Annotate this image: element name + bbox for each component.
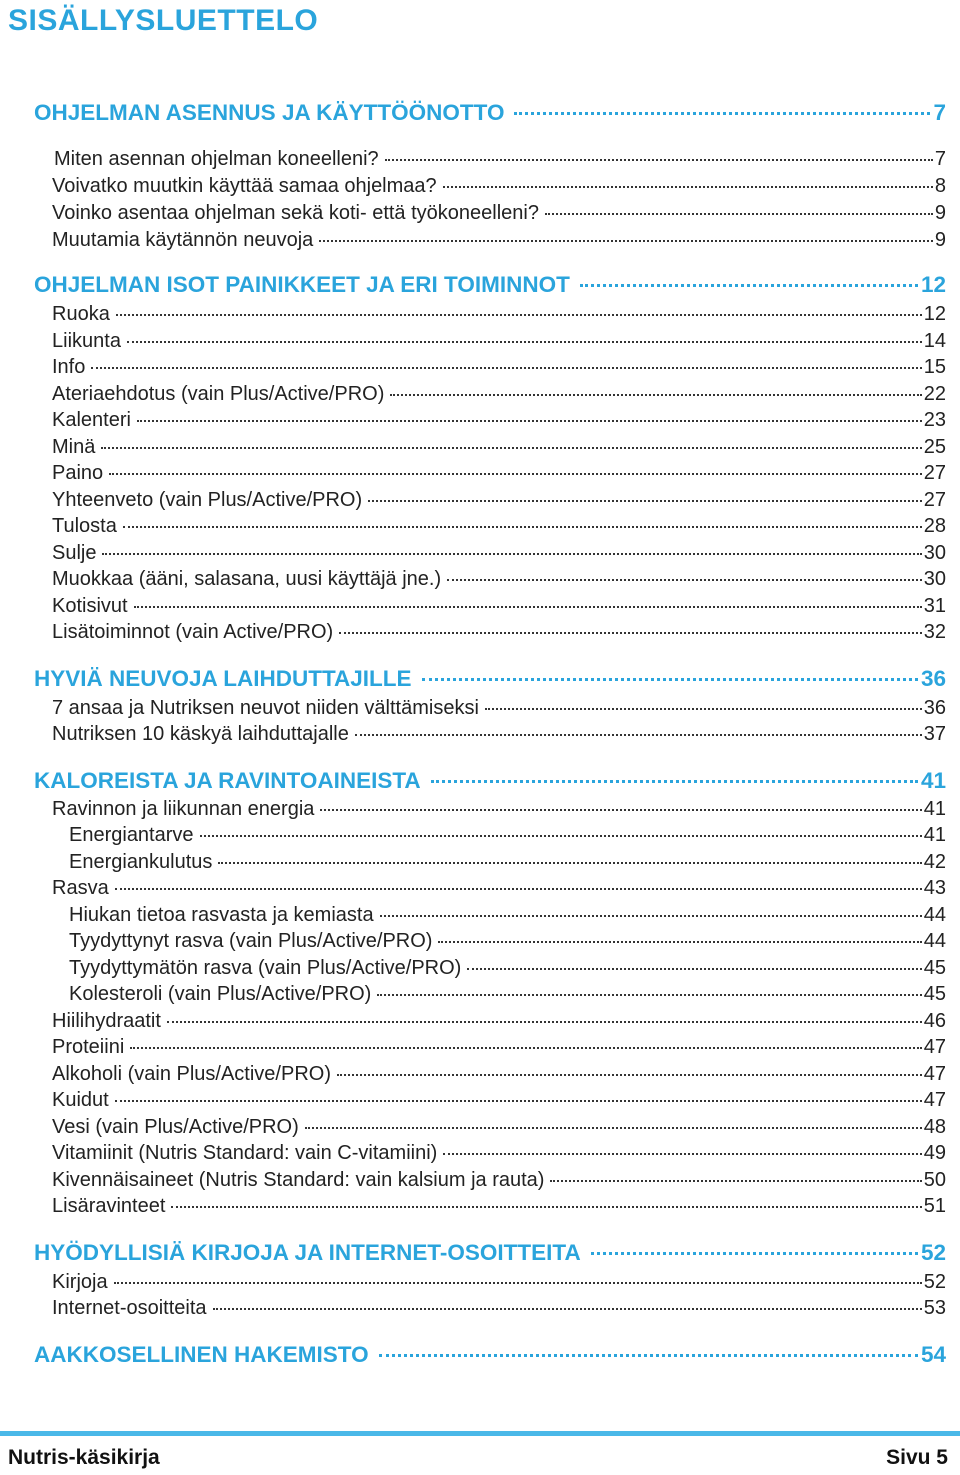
dot-leader [377,994,921,996]
entry-label: Kalenteri [52,409,131,431]
entry-label: Paino [52,462,104,484]
page-number: 47 [923,1036,946,1058]
toc-entry [69,930,946,953]
toc-entry [52,489,946,512]
dot-leader [116,314,922,316]
dot-leader [550,1180,921,1182]
entry-label: 7 ansaa ja Nutriksen neuvot niiden välttämiseksi [52,697,479,719]
toc-entry [69,851,946,874]
dot-leader [134,606,922,608]
entry-label: Internet-osoitteita [52,1297,207,1319]
entry-label: Vitamiinit (Nutris Standard: vain C-vitamiini) [52,1142,438,1164]
entry-label: Ravinnon ja liikunnan energia [52,798,315,820]
toc-entry [54,148,946,171]
page-number: 54 [920,1342,946,1367]
page-number: 12 [923,303,946,325]
page-number: 52 [923,1271,946,1293]
entry-label: Tyydyttynyt rasva (vain Plus/Active/PRO) [69,930,433,952]
page-number: 47 [923,1089,946,1111]
page-number: 46 [923,1010,946,1032]
toc-section-heading [34,666,946,692]
dot-leader [218,862,921,864]
dot-leader [102,553,921,555]
page-number: 22 [923,383,946,405]
footer-page-number: Sivu 5 [886,1446,948,1469]
page-number: 27 [923,462,946,484]
toc-entry [52,356,946,379]
toc-section-heading [34,272,946,298]
dot-leader [580,284,918,287]
toc-entry [52,1271,946,1294]
dot-leader [115,888,922,890]
entry-label: Proteiini [52,1036,125,1058]
footer-divider [0,1431,960,1436]
page-number: 41 [920,768,946,793]
page-number: 7 [933,100,946,125]
toc-section-heading [34,1342,946,1368]
dot-leader [467,968,921,970]
page-number: 53 [923,1297,946,1319]
page-number: 42 [923,851,946,873]
page-number: 47 [923,1063,946,1085]
dot-leader [443,1153,921,1155]
toc-entry [52,798,946,821]
entry-label: Hiilihydraatit [52,1010,161,1032]
page-number: 50 [923,1169,946,1191]
toc-entry [52,568,946,591]
entry-label: Lisäravinteet [52,1195,166,1217]
toc-entry [52,1142,946,1165]
page-number: 7 [934,148,946,170]
dot-leader [319,240,933,242]
page-number: 30 [923,542,946,564]
entry-label: Tyydyttymätön rasva (vain Plus/Active/PRO) [69,957,462,979]
dot-leader [431,780,918,783]
toc-entry [52,1297,946,1320]
toc-entry [52,515,946,538]
entry-label: Kuidut [52,1089,109,1111]
toc-entry [52,1010,946,1033]
toc-entry [69,957,946,980]
dot-leader [167,1021,922,1023]
page-number: 44 [923,904,946,926]
entry-label: Kirjoja [52,1271,108,1293]
dot-leader [339,632,922,634]
page-number: 41 [923,798,946,820]
page-number: 27 [923,489,946,511]
entry-label: Muokkaa (ääni, salasana, uusi käyttäjä jne.) [52,568,442,590]
toc-entry [52,1195,946,1218]
page-title: SISÄLLYSLUETTELO [8,4,319,37]
entry-label: Voinko asentaa ohjelman sekä koti- että työkoneelleni? [52,202,539,224]
entry-label: Yhteenveto (vain Plus/Active/PRO) [52,489,363,511]
entry-label: Rasva [52,877,109,899]
dot-leader [337,1074,922,1076]
toc-entry [52,1089,946,1112]
dot-leader [101,447,921,449]
dot-leader [545,213,933,215]
toc-entry [52,409,946,432]
entry-label: Vesi (vain Plus/Active/PRO) [52,1116,299,1138]
dot-leader [123,526,922,528]
dot-leader [137,420,922,422]
page-number: 28 [923,515,946,537]
toc-entry [52,877,946,900]
entry-label: Nutriksen 10 käskyä laihduttajalle [52,723,349,745]
dot-leader [485,708,922,710]
entry-label: Hiukan tietoa rasvasta ja kemiasta [69,904,374,926]
toc-entry [52,1169,946,1192]
toc-entry [52,383,946,406]
page-number: 8 [934,175,946,197]
section-title: AAKKOSELLINEN HAKEMISTO [34,1342,369,1367]
entry-label: Kotisivut [52,595,128,617]
dot-leader [114,1282,922,1284]
page-number: 41 [923,824,946,846]
toc-section-heading [34,1240,946,1266]
toc-entry [52,723,946,746]
page-number: 32 [923,621,946,643]
page-number: 36 [920,666,946,691]
section-title: OHJELMAN ASENNUS JA KÄYTTÖÖNOTTO [34,100,505,125]
dot-leader [200,835,922,837]
dot-leader [130,1047,921,1049]
dot-leader [385,159,933,161]
entry-label: Miten asennan ohjelman koneelleni? [54,148,379,170]
page-number: 25 [923,436,946,458]
page-number: 43 [923,877,946,899]
dot-leader [380,915,922,917]
page-number: 14 [923,330,946,352]
dot-leader [91,367,921,369]
section-title: KALOREISTA JA RAVINTOAINEISTA [34,768,421,793]
dot-leader [115,1100,922,1102]
section-title: HYÖDYLLISIÄ KIRJOJA JA INTERNET-OSOITTEITA [34,1240,581,1265]
toc-entry [52,595,946,618]
entry-label: Alkoholi (vain Plus/Active/PRO) [52,1063,331,1085]
entry-label: Voivatko muutkin käyttää samaa ohjelmaa? [52,175,437,197]
dot-leader [109,473,922,475]
toc-entry [52,229,946,252]
dot-leader [305,1127,922,1129]
toc-entry [52,697,946,720]
page-number: 15 [923,356,946,378]
toc-entry [52,1063,946,1086]
page-number: 9 [934,202,946,224]
dot-leader [171,1206,921,1208]
dot-leader [320,809,921,811]
entry-label: Sulje [52,542,97,564]
toc-entry [69,983,946,1006]
entry-label: Energiantarve [69,824,194,846]
toc-entry [52,542,946,565]
entry-label: Energiankulutus [69,851,213,873]
toc-entry [69,824,946,847]
toc-entry [52,1036,946,1059]
dot-leader [514,112,930,115]
page-number: 37 [923,723,946,745]
entry-label: Tulosta [52,515,117,537]
dot-leader [447,579,922,581]
dot-leader [422,678,918,681]
dot-leader [591,1252,918,1255]
entry-label: Ateriaehdotus (vain Plus/Active/PRO) [52,383,385,405]
page-number: 45 [923,957,946,979]
toc-entry [52,436,946,459]
toc-entry [52,462,946,485]
page-number: 52 [920,1240,946,1265]
dot-leader [368,500,922,502]
section-title: HYVIÄ NEUVOJA LAIHDUTTAJILLE [34,666,412,691]
page-number: 51 [923,1195,946,1217]
entry-label: Lisätoiminnot (vain Active/PRO) [52,621,334,643]
page-number: 12 [920,272,946,297]
toc-section-heading [34,100,946,126]
entry-label: Kolesteroli (vain Plus/Active/PRO) [69,983,372,1005]
toc-section-heading [34,768,946,794]
page-number: 23 [923,409,946,431]
entry-label: Minä [52,436,96,458]
dot-leader [213,1308,922,1310]
page-number: 36 [923,697,946,719]
page-number: 48 [923,1116,946,1138]
dot-leader [390,394,921,396]
entry-label: Liikunta [52,330,121,352]
page-number: 9 [934,229,946,251]
entry-label: Kivennäisaineet (Nutris Standard: vain kalsium ja rauta) [52,1169,545,1191]
page-number: 45 [923,983,946,1005]
toc-entry [52,175,946,198]
section-title: OHJELMAN ISOT PAINIKKEET JA ERI TOIMINNOT [34,272,570,297]
toc-entry [52,621,946,644]
entry-label: Muutamia käytännön neuvoja [52,229,314,251]
dot-leader [379,1354,918,1357]
toc-entry [52,202,946,225]
entry-label: Ruoka [52,303,110,325]
page-number: 30 [923,568,946,590]
toc-entry [52,303,946,326]
page-number: 49 [923,1142,946,1164]
dot-leader [438,941,921,943]
dot-leader [355,734,922,736]
toc-entry [52,330,946,353]
entry-label: Info [52,356,86,378]
page-number: 44 [923,930,946,952]
footer-document-name: Nutris-käsikirja [8,1446,160,1469]
page-number: 31 [923,595,946,617]
dot-leader [443,186,933,188]
toc-entry [52,1116,946,1139]
dot-leader [127,341,922,343]
toc-entry [69,904,946,927]
